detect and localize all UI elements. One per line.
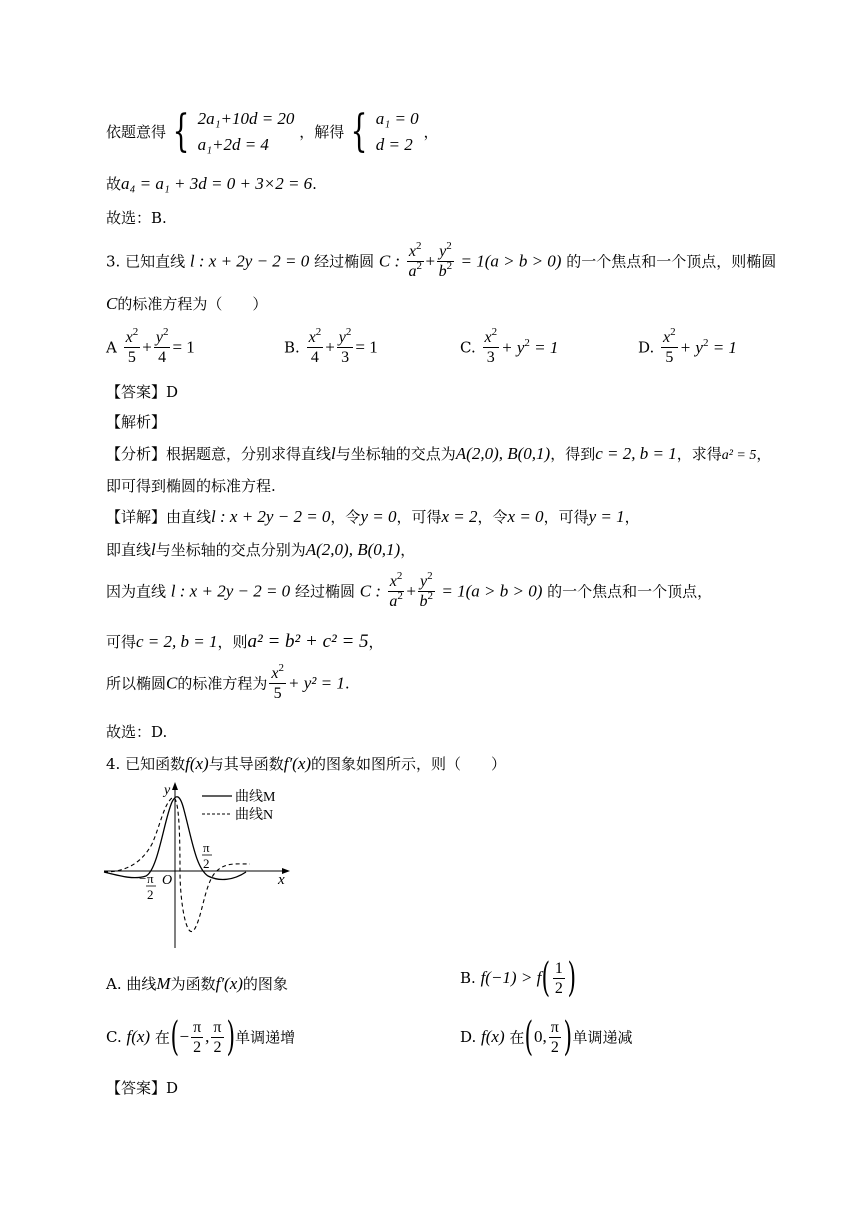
detail-1d: ，令 (477, 508, 508, 526)
detail-1e: ，可得 (543, 508, 589, 526)
optB-math: f(−1) > f (480, 968, 542, 987)
option-letter: A. (106, 975, 122, 993)
option-letter: C. (106, 1028, 122, 1046)
q2-intro: 依题意得 (106, 123, 167, 141)
q3-detail-line1 (106, 507, 640, 527)
q3-ellipse-lhs: C : (378, 251, 401, 271)
q2-sys1-eq1: 2a₁+10d = 20 (197, 109, 295, 128)
optA-f: f′(x) (215, 974, 243, 993)
q4-option-d[interactable]: D. f(x) 在(0, $\frac{\pi}{2}$ )单调递减 (460, 1014, 633, 1060)
optA-a: 曲线 (126, 975, 157, 993)
left-brace-icon: { (350, 106, 368, 157)
q3-fenxi-cont: 即可得到椭圆的标准方程. (106, 477, 276, 495)
detail-3-ellipse-rhs: = 1(a > b > 0) (441, 581, 543, 601)
detail-1a: 由直线 (166, 508, 212, 526)
detail-4b: ，则 (217, 633, 248, 651)
fenxi-text-a: 根据题意，分别求得直线 (166, 445, 332, 463)
optD-a: 在 (509, 1028, 525, 1047)
q2-conclusion-word: 故 (106, 175, 122, 193)
tick-pi-pos: π (203, 840, 210, 855)
q2-sys2-eq2: d = 2 (375, 135, 413, 154)
optB-den: 2 (554, 979, 563, 997)
fenxi-text-d: ，求得 (676, 445, 722, 463)
q2-system-line (106, 106, 438, 162)
q4-option-a[interactable] (106, 973, 288, 994)
tick-minus: − (139, 871, 147, 886)
optC-f: f(x) (126, 1027, 151, 1046)
detail-4cb: c = 2, b = 1 (136, 632, 218, 651)
detail-3a: 因为直线 (106, 582, 167, 601)
axis-x-label: x (278, 872, 285, 888)
detail-3eq: l : x + 2y − 2 = 0 (170, 581, 291, 601)
optD-f: f(x) (481, 1027, 505, 1046)
detail-2a: 即直线 (106, 541, 152, 559)
fenxi-cb: c = 2, b = 1 (595, 444, 677, 463)
tick-2-pos: 2 (203, 856, 210, 871)
y-axis-arrow-icon (172, 782, 178, 790)
detail-5a: 所以椭圆 (106, 674, 167, 693)
q3-answer: 【答案】D (106, 383, 179, 401)
curve-n (104, 798, 250, 932)
detail-2c: ， (400, 541, 416, 559)
detail-5C: C (166, 673, 178, 693)
q4-number: 4. (106, 755, 121, 773)
detail-1b: ，令 (330, 508, 361, 526)
q2-choice: 故选：B. (106, 209, 167, 227)
fenxi-text-c: ，得到 (550, 445, 596, 463)
tick-2-neg: 2 (147, 887, 154, 902)
q3-analysis-heading: 【解析】 (106, 413, 167, 431)
option-letter: D. (638, 338, 655, 357)
q3-stem-c: 的一个焦点和一个顶点，则椭圆 (566, 252, 777, 271)
function-graph (100, 780, 300, 952)
legend-solid-label: 曲线M (235, 790, 276, 805)
optA-M: M (156, 974, 171, 993)
q2-comma: ， (423, 123, 439, 141)
q3-detail-line2 (106, 540, 415, 560)
origin-label: O (162, 873, 173, 888)
optD-zero: 0, (534, 1027, 547, 1046)
q3-detail-line4 (106, 632, 384, 652)
q3-var-C: C (106, 294, 118, 313)
detail-1c: ，可得 (396, 508, 442, 526)
option-letter: C. (460, 338, 476, 357)
optC-b: 单调递增 (235, 1028, 296, 1047)
q3-line-eq: l : x + 2y − 2 = 0 (189, 251, 310, 271)
fenxi-points: A(2,0), B(0,1) (455, 444, 551, 463)
detail-4a: 可得 (106, 633, 137, 651)
q3-option-d[interactable]: D. $\frac{x^2}{5}$ + $y^2 = 1$ (638, 326, 737, 366)
detail-1eq: l : x + 2y − 2 = 0 (211, 507, 331, 526)
q4-stem-a: 已知函数 (125, 755, 186, 773)
q3-detail-line3: 因为直线 l : x + 2y − 2 = 0 经过椭圆 C : $\frac{x^2}{a^2}$ + $\frac{y^2}{b^2}$ = 1(a > b > 0) 的一个焦点和一个顶点， (106, 570, 713, 610)
optD-b: 单调递减 (572, 1028, 633, 1047)
optC-minus: − (179, 1027, 190, 1046)
q3-detail-line5: 所以椭圆C的标准方程为 $\frac{x^2}{5}$ + y² = 1. (106, 662, 350, 702)
detail-3c: 的一个焦点和一个顶点， (547, 582, 713, 601)
q3-stem-d: 的标准方程为（ ） (117, 295, 268, 313)
detail-1x2: x = 2 (441, 507, 478, 526)
detail-2b: 与坐标轴的交点分别为 (155, 541, 306, 559)
q3-stem-line1: 3. 已知直线 l : x + 2y − 2 = 0 经过椭圆 C : $\frac{x^2}{a^2}$ + $\frac{y^2}{b^2}$ = 1(a > b > 0) 的一个焦点和一个顶点，则椭圆 (106, 240, 777, 280)
fenxi-text-b: 与坐标轴的交点为 (335, 445, 456, 463)
frac-y2-b2: $\frac{y^2}{b^2}$ (438, 240, 453, 280)
q3-choice: 故选：D. (106, 723, 168, 741)
q2-conclusion-math: a₄ = a₁ + 3d = 0 + 3×2 = 6 (121, 174, 313, 193)
fenxi-label: 【分析】 (106, 445, 167, 463)
q4-fx: f(x) (185, 754, 209, 773)
option-letter: B. (284, 338, 300, 357)
detail-4c: ， (368, 633, 384, 651)
q3-fenxi-line (106, 444, 771, 466)
detail-1y1: y = 1 (588, 507, 625, 526)
axis-y-label: y (164, 783, 171, 798)
detail-5c: . (344, 674, 350, 693)
q3-option-c[interactable]: C. $\frac{x^2}{3}$ + $y^2 = 1$ (460, 326, 559, 366)
optA-c: 的图象 (242, 975, 288, 993)
optA-b: 为函数 (170, 975, 216, 993)
optC-a: 在 (154, 1028, 170, 1047)
legend-dashed-label: 曲线N (235, 808, 274, 823)
option-letter: A (106, 338, 117, 357)
detail-5eq: + y² = 1 (287, 673, 345, 693)
detail-5b: 的标准方程为 (177, 674, 268, 693)
q3-ellipse-rhs: = 1(a > b > 0) (460, 251, 562, 271)
q4-stem-b: 与其导函数 (208, 755, 284, 773)
detail-4eq: a² = b² + c² = 5 (247, 631, 369, 652)
detail-2pts: A(2,0), B(0,1) (305, 540, 401, 559)
q2-sys2-eq1: a₁ = 0 (375, 109, 419, 128)
q4-answer: 【答案】D (106, 1079, 179, 1097)
frac-x2-a2: $\frac{x^2}{a^2}$ (408, 240, 422, 280)
detail-1x0: x = 0 (507, 507, 544, 526)
q2-system-1 (198, 106, 295, 158)
q3-stem-a: 已知直线 (125, 252, 186, 271)
q2-system-2 (376, 106, 419, 158)
q2-conclusion (106, 174, 317, 194)
fenxi-l: l (331, 444, 336, 463)
q2-sys1-eq2: a₁+2d = 4 (197, 135, 269, 154)
q3-option-a[interactable]: A $\frac{x^2}{5}$ + $\frac{y^2}{4}$ = 1 (106, 326, 195, 366)
q2-solve-word: ，解得 (299, 123, 345, 141)
q4-fpx: f′(x) (283, 754, 312, 773)
q3-stem-line2 (106, 294, 267, 314)
option-letter: B. (460, 969, 476, 987)
q3-option-b[interactable]: B. $\frac{x^2}{4}$ + $\frac{y^2}{3}$ = 1 (284, 326, 378, 366)
detail-3-ellipse-lhs: C : (359, 581, 382, 601)
detail-1f: ， (624, 508, 640, 526)
detail-2l: l (151, 540, 156, 559)
left-brace-icon: { (172, 106, 190, 157)
detail-1y0: y = 0 (360, 507, 397, 526)
q3-number: 3. (106, 252, 121, 271)
detail-3b: 经过椭圆 (294, 582, 355, 601)
q4-option-c[interactable]: C. f(x) 在(− $\frac{\pi}{2}$ , $\frac{\pi}{2}$ )单调递增 (106, 1014, 296, 1060)
option-letter: D. (460, 1028, 477, 1046)
fenxi-a2: a² = 5 (721, 448, 757, 463)
tick-pi-neg: π (147, 871, 154, 886)
q4-option-b[interactable]: B. f(−1) > f( $\frac{1}{2}$ ) (460, 955, 577, 1001)
q4-stem (106, 754, 506, 774)
q3-stem-b: 经过椭圆 (314, 252, 375, 271)
q4-stem-c: 的图象如图所示，则（ ） (311, 755, 507, 773)
fenxi-text-e: ， (756, 445, 772, 463)
q2-period: . (312, 175, 317, 193)
detail-label: 【详解】 (106, 508, 167, 526)
optB-num: 1 (554, 959, 563, 977)
